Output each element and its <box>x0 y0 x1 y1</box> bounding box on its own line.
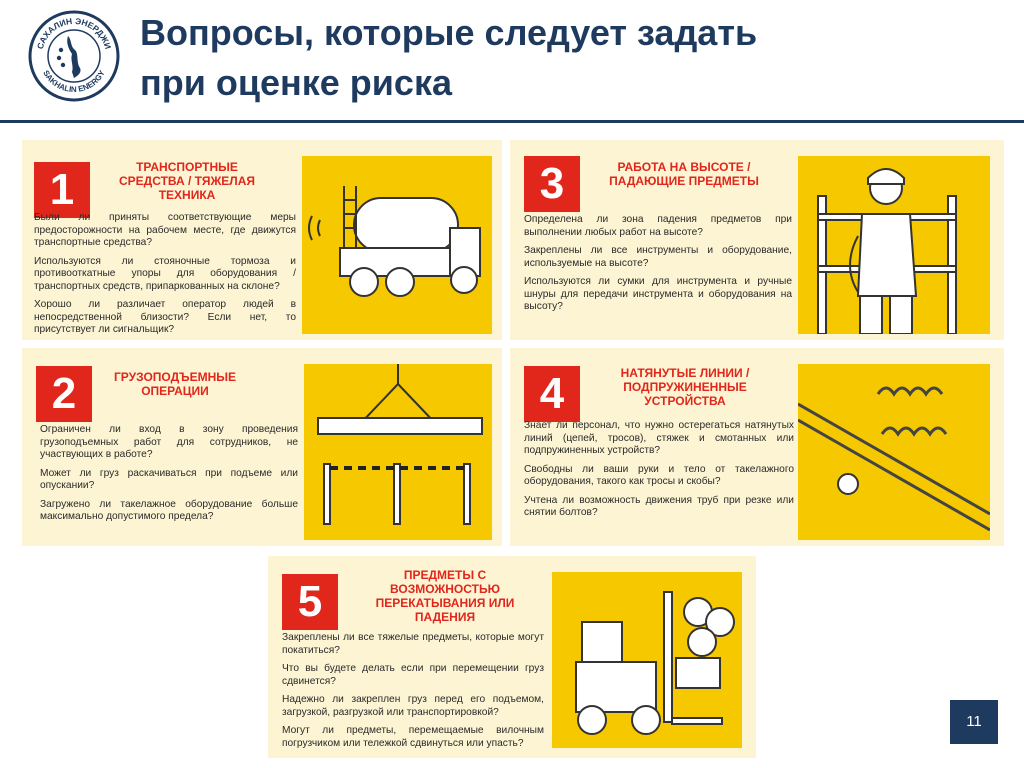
page-title-line1: Вопросы, которые следует задать <box>140 12 758 53</box>
card-questions <box>282 632 544 756</box>
card-question: Что вы будете делать если при перемещении груз сдвинется? <box>282 663 544 687</box>
worker-at-height-icon <box>798 156 990 334</box>
card-question: Закреплены ли все тяжелые предметы, которые могут покатиться? <box>282 632 544 656</box>
risk-card-heights <box>510 140 1004 340</box>
spring-cable-icon <box>798 364 990 540</box>
card-question: Используются ли стояночные тормоза и противооткатные упоры для оборудования / транспортных средств, припаркованных на склоне? <box>34 255 296 292</box>
card-title: ПРЕДМЕТЫ С ВОЗМОЖНОСТЬЮ ПЕРЕКАТЫВАНИЯ ИЛИ ПАДЕНИЯ <box>375 568 515 624</box>
card-number-badge: 3 <box>524 156 580 212</box>
card-number-badge: 4 <box>524 366 580 422</box>
card-number-badge: 1 <box>34 162 90 218</box>
company-logo <box>28 10 120 102</box>
risk-card-vehicles <box>22 140 502 340</box>
card-question: Может ли груз раскачиваться при подъеме или опускании? <box>40 467 298 491</box>
card-questions <box>34 212 296 343</box>
risk-card-rolling-objects <box>268 556 756 758</box>
card-question: Были ли приняты соответствующие меры предосторожности на рабочем месте, где движутся транспортные средства? <box>34 212 296 248</box>
card-question: Используются ли сумки для инструмента и ручные шнуры для передачи инструмента и оборудования на высоту? <box>524 276 792 312</box>
card-number-badge: 5 <box>282 574 338 630</box>
card-question: Могут ли предметы, перемещаемые вилочным погрузчиком или тележкой сдвинуться или упасть? <box>282 725 544 749</box>
risk-card-lifting <box>22 348 502 546</box>
logo-text-top: САХАЛИН ЭНЕРДЖИ <box>34 15 114 51</box>
card-questions <box>40 424 298 530</box>
card-title: РАБОТА НА ВЫСОТЕ / ПАДАЮЩИЕ ПРЕДМЕТЫ <box>609 160 759 188</box>
crane-load-icon <box>304 364 492 540</box>
card-number-badge: 2 <box>36 366 92 422</box>
card-question: Учтена ли возможность движения труб при резке или снятии болтов? <box>524 494 794 518</box>
card-question: Надежно ли закреплен груз перед его подъемом, загрузкой, разгрузкой или транспортировкой? <box>282 694 544 718</box>
title-divider <box>0 120 1024 123</box>
card-questions <box>524 420 794 526</box>
card-question: Свободны ли ваши руки и тело от такелажного оборудования, такого как тросы и скобы? <box>524 463 794 487</box>
forklift-icon <box>552 572 742 748</box>
logo-text-bottom: SAKHALIN ENERGY <box>41 68 107 95</box>
risk-card-tensioned-lines <box>510 348 1004 546</box>
card-questions <box>524 214 792 320</box>
card-title: НАТЯНУТЫЕ ЛИНИИ / ПОДПРУЖИНЕННЫЕ УСТРОЙСТВА <box>620 366 750 408</box>
page-title <box>140 8 1000 108</box>
card-title: ГРУЗОПОДЪЕМНЫЕ ОПЕРАЦИИ <box>113 370 236 398</box>
card-question: Закреплены ли все инструменты и оборудование, используемые на высоте? <box>524 245 792 269</box>
card-question: Определена ли зона падения предметов при выполнении любых работ на высоте? <box>524 214 792 238</box>
card-title: ТРАНСПОРТНЫЕ СРЕДСТВА / ТЯЖЕЛАЯ ТЕХНИКА <box>118 160 255 202</box>
card-question: Загружено ли такелажное оборудование больше максимально допустимого предела? <box>40 498 298 522</box>
slide-number: 11 <box>950 700 998 744</box>
card-question: Ограничен ли вход в зону проведения грузоподъемных работ для сотрудников, не участвующих в работе? <box>40 424 298 460</box>
card-question: Хорошо ли различает оператор людей в непосредственной близости? Если нет, то присутствует ли сигнальщик? <box>34 299 296 335</box>
tanker-truck-icon <box>302 156 492 334</box>
card-question: Знает ли персонал, что нужно остерегаться натянутых линий (цепей, тросов), стяжек и смотанных или подпружиненных устройств? <box>524 420 794 456</box>
page-title-line2: при оценке риска <box>140 62 452 103</box>
